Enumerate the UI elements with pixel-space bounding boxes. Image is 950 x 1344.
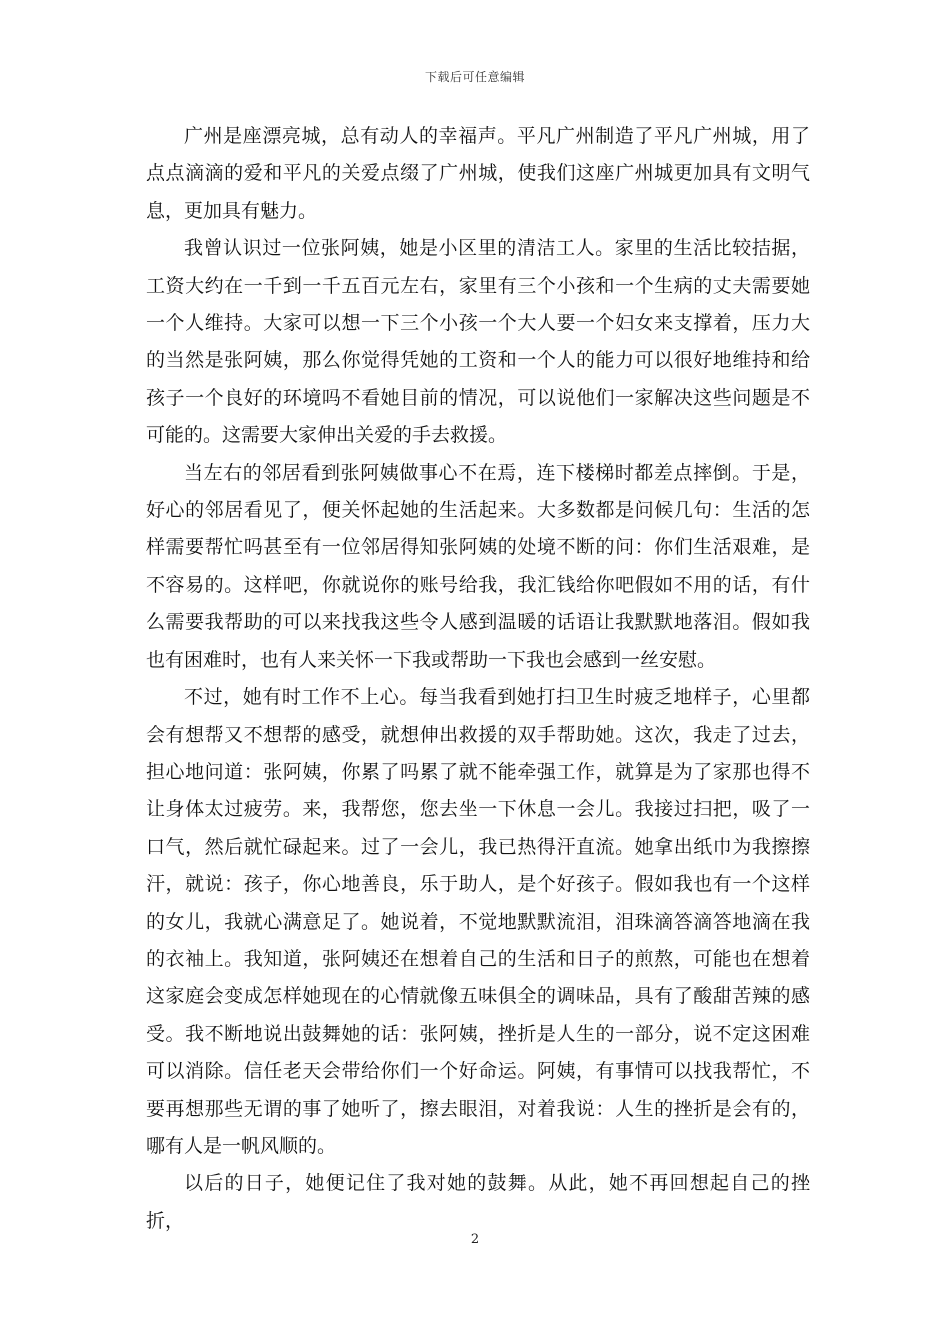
paragraph-4: 不过，她有时工作不上心。每当我看到她打扫卫生时疲乏地样子，心里都会有想帮又不想帮的感受，就想伸出救援的双手帮助她。这次，我走了过去，担心地问道：张阿姨，你累了吗累了就不能牵强工作，就算是为了家那也得不让身体太过疲劳。来，我帮您，您去坐一下休息一会儿。我接过扫把，吸了一口气，然后就忙碌起来。过了一会儿，我已热得汗直流。她拿出纸巾为我擦擦汗，就说：孩子，你心地善良，乐于助人，是个好孩子。假如我也有一个这样的女儿，我就心满意足了。她说着，不觉地默默流泪，泪珠滴答滴答地滴在我的衣袖上。我知道，张阿姨还在想着自己的生活和日子的煎熬，可能也在想着这家庭会变成怎样她现在的心情就像五味俱全的调味品，具有了酸甜苦辣的感受。我不断地说出鼓舞她的话：张阿姨，挫折是人生的一部分，说不定这困难可以消除。信任老天会带给你们一个好命运。阿姨，有事情可以找我帮忙，不要再想那些无谓的事了她听了，擦去眼泪，对着我说：人生的挫折是会有的，哪有人是一帆风顺的。 bbox=[146, 686, 810, 1157]
page-header: 下载后可任意编辑 bbox=[424, 70, 525, 84]
paragraph-5: 以后的日子，她便记住了我对她的鼓舞。从此，她不再回想起自己的挫折， bbox=[146, 1172, 810, 1232]
page-number: 2 bbox=[470, 1232, 480, 1247]
paragraph-3: 当左右的邻居看到张阿姨做事心不在焉，连下楼梯时都差点摔倒。于是，好心的邻居看见了，便关怀起她的生活起来。大多数都是问候几句：生活的怎样需要帮忙吗甚至有一位邻居得知张阿姨的处境不断的问：你们生活艰难，是不容易的。这样吧，你就说你的账号给我，我汇钱给你吧假如不用的话，有什么需要我帮助的可以来找我这些令人感到温暖的话语让我默默地落泪。假如我也有困难时，也有人来关怀一下我或帮助一下我也会感到一丝安慰。 bbox=[146, 461, 810, 671]
paragraph-1: 广州是座漂亮城，总有动人的幸福声。平凡广州制造了平凡广州城，用了点点滴滴的爱和平凡的关爱点缀了广州城，使我们这座广州城更加具有文明气息，更加具有魅力。 bbox=[146, 125, 810, 222]
paragraph-2: 我曾认识过一位张阿姨，她是小区里的清洁工人。家里的生活比较拮据，工资大约在一千到一千五百元左右，家里有三个小孩和一个生病的丈夫需要她一个人维持。大家可以想一下三个小孩一个大人要一个妇女来支撑着，压力大的当然是张阿姨，那么你觉得凭她的工资和一个人的能力可以很好地维持和给孩子一个良好的环境吗不看她目前的情况，可以说他们一家解决这些问题是不可能的。这需要大家伸出关爱的手去救援。 bbox=[146, 237, 810, 447]
document-body bbox=[146, 118, 810, 1240]
